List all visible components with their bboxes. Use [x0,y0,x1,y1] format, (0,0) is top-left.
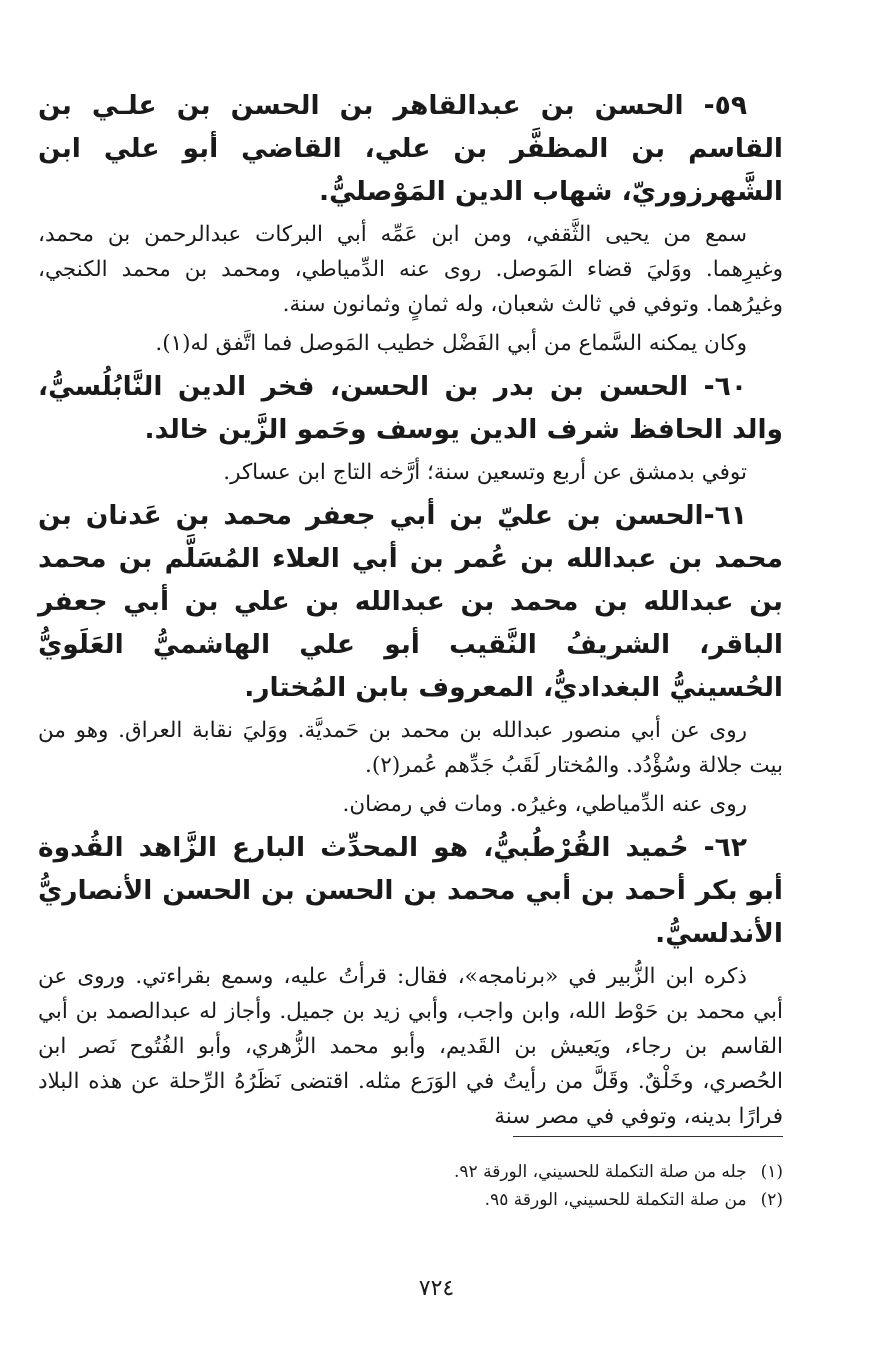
footnote-2 [93,1186,783,1214]
footnote-number: (١) [760,1162,783,1182]
footnote-divider [513,1136,783,1137]
entry-paragraph: روى عنه الدِّمياطي، وغيرُه. ومات في رمضان. [342,792,747,817]
footnotes [93,1158,783,1214]
entry-heading-61: ٦١-الحسن بن عليّ بن أبي جعفر محمد بن عَدنان بن محمد بن عبدالله بن عُمر بن أبي العلاء المُسَلَّم بن محمد بن عبدالله بن محمد بن عبدالله بن علي بن أبي جعفر الباقر، الشريفُ النَّقيب أبو علي الهاشميُّ العَلَويُّ الحُسينيُّ البغداديُّ، المعروف بابن المُختار. [38,500,783,703]
entry-heading-60: ٦٠- الحسن بن بدر بن الحسن، فخر الدين النَّابُلُسيُّ، والد الحافظ شرف الدين يوسف وحَمو الزَّين خالد. [38,371,783,445]
footnote-text: من صلة التكملة للحسيني، الورقة ٩٥. [484,1190,747,1210]
entry-paragraph: توفي بدمشق عن أربع وتسعين سنة؛ أرَّخه التاج ابن عساكر. [223,460,747,485]
page-body [38,84,783,1138]
footnote-number: (٢) [760,1190,783,1210]
entry-heading-59: ٥٩- الحسن بن عبدالقاهر بن الحسن بن علـي بن القاسم بن المظفَّر بن علي، القاضي أبو علي ابن الشَّهرزوريّ، شهاب الدين المَوْصليُّ. [38,90,783,207]
footnote-1 [93,1158,783,1186]
entry-paragraph: وكان يمكنه السَّماع من أبي الفَضْل خطيب المَوصل فما اتَّفق له(١). [155,331,747,356]
entry-paragraph: ذكره ابن الزُّبير في «برنامجه»، فقال: قرأتُ عليه، وسمع بقراءتي. وروى عن أبي محمد بن حَوْط الله، وابن واجب، وأبي زيد بن جميل. وأجاز له عبدالصمد بن أبي القاسم بن رجاء، ويَعيش بن القَديم، وأبو محمد الزُّهري، وأبو الفُتُوح نَصر ابن الحُصري، وخَلْقٌ. وقَلَّ من رأيتُ في الوَرَع مثله. اقتضى نَظَرُهُ الرِّحلة عن هذه البلاد فرارًا بدينه، وتوفي في مصر سنة [38,964,783,1129]
footnote-text: جله من صلة التكملة للحسيني، الورقة ٩٢. [454,1162,747,1182]
entry-heading-62: ٦٢- حُميد القُرْطُبيُّ، هو المحدِّث البارع الزَّاهد القُدوة أبو بكر أحمد بن أبي محمد بن الحسن بن الحسن الأنصاريُّ الأندلسيُّ. [38,832,783,949]
page-number: ٧٢٤ [418,1276,455,1301]
entry-paragraph: روى عن أبي منصور عبدالله بن محمد بن حَمديَّة. ووَليَ نقابة العراق. وهو من بيت جلالة وسُؤْدُد. والمُختار لَقَبُ جَدِّهم عُمر(٢). [38,718,783,778]
entry-paragraph: سمع من يحيى الثَّقفي، ومن ابن عَمِّه أبي البركات عبدالرحمن بن محمد، وغيرِهما. ووَليَ قضاء المَوصل. روى عنه الدِّمياطي، ومحمد بن محمد الكنجي، وغيرُهما. وتوفي في ثالث شعبان، وله ثمانٍ وثمانون سنة. [38,222,783,317]
